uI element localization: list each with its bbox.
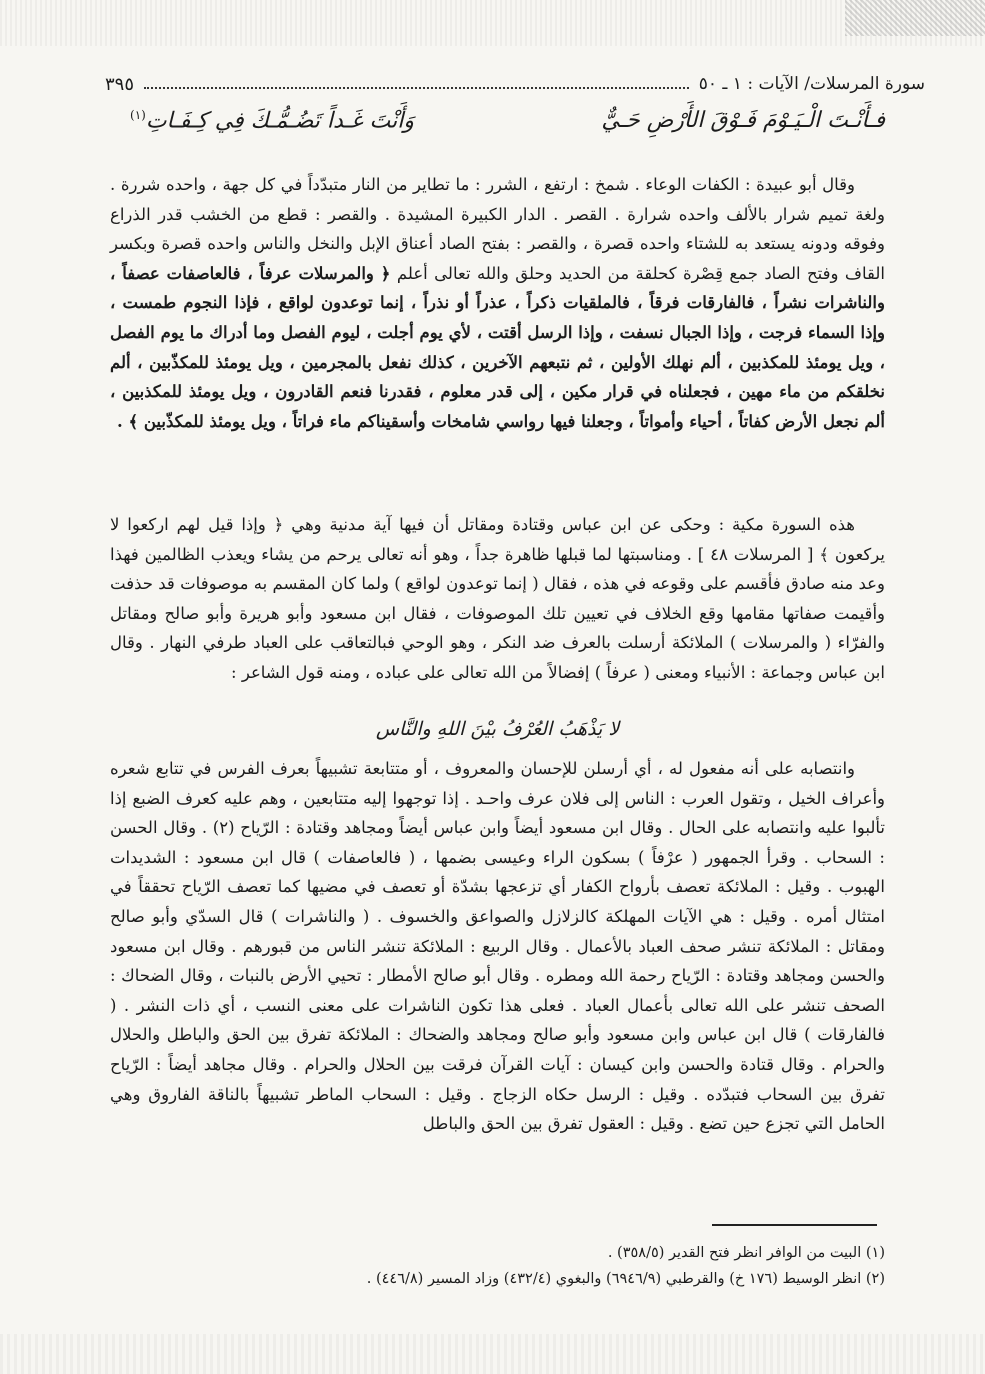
running-header [105, 70, 925, 98]
footnote-1: (١) البيت من الوافر انظر فتح القدير (٣٥٨/٥) . [607, 1245, 885, 1261]
footnote-2: (٢) انظر الوسيط (١٧٦ خ) والقرطبي (٦٩٤٦/٩) والبغوي (٤٣٢/٤) وزاد المسير (٤٤٦/٨) . [366, 1271, 885, 1287]
quran-passage: ﴿ والمرسلات عرفاً ، فالعاصفات عصفاً ، والناشرات نشراً ، فالفارقات فرقاً ، فالملقيات ذكراً ، عذراً أو نذراً ، إنما توعدون لواقع ، فإذا النجوم طمست ، وإذا السماء فرجت ، وإذا الجبال نسفت ، وإذا الرسل أقتت ، لأي يوم أجلت ، ليوم الفصل وما أدراك ما يوم الفصل ، ويل يومئذ للمكذبين ، ألم نهلك الأولين ، ثم نتبعهم الآخرين ، كذلك نفعل بالمجرمين ، ويل يومئذ للمكذّبين ، ألم نخلقكم من ماء مهين ، فجعلناه في قرار مكين ، إلى قدر معلوم ، فقدرنا فنعم القادرون ، ويل يومئذ للمكذبين ، ألم نجعل الأرض كفاتاً ، أحياء وأمواتاً ، وجعلنا فيها رواسي شامخات وأسقيناكم ماء فراتاً ، ويل يومئذ للمكذّبين ﴾ . [110, 263, 885, 431]
chapter-title: سورة المرسلات/ الآيات : ١ ـ ٥٠ [698, 74, 925, 94]
footnote-ref-1: (١) [130, 108, 146, 122]
verse-hemistich-1: فـأَنْـتَ الْـيَـوْمَ فَـوْقَ الأَرْضِ حَـيٌّ [601, 108, 885, 133]
header-leader-dots [144, 87, 689, 89]
verse-hemistich-2: وَأَنْتَ غَـداً تَضُـمُّـكَ فِي كِـفَـاتِ$^{(١)}$ [130, 108, 414, 134]
poem-line: لا يَذْهَبُ العُرْفُ بيْنَ اللهِ والنَّاس [375, 718, 620, 740]
main-text [110, 170, 885, 1139]
page-number: ٣٩٥ [105, 73, 135, 95]
paragraph-commentary: وانتصابه على أنه مفعول له ، أي أرسلن للإحسان والمعروف ، أو متتابعة تشبيهاً بعرف الفرس في تتابع شعره وأعراف الخيل ، وتقول العرب : الناس إلى فلان عرف واحـد . إذا توجهوا إليه متتابعين ، وهم عليه كعرف الضبع إذا تألبوا عليه وانتصابه على الحال . وقال ابن مسعود أيضاً وابن عباس أيضاً ومجاهد وقتادة : الرّياح (٢) . وقال الحسن : السحاب . وقرأ الجمهور ( عرْفاً ) بسكون الراء وعيسى بضمها ، ( فالعاصفات ) قال ابن مسعود : الشديدات الهبوب . وقيل : الملائكة تعصف بأرواح الكفار أي تزعجها بشدّة أو تعصف في مضيها كما تعصف الرّياح تحققاً في امتثال أمره . وقيل : هي الآيات المهلكة كالزلازل والصواعق والخسوف . ( والناشرات ) قال السدّي وأبو صالح ومقاتل : الملائكة تنشر صحف العباد بالأعمال . وقال الربيع : الملائكة تنشر الناس من قبورهم . وقال ابن مسعود والحسن ومجاهد وقتادة : الرّياح رحمة الله ومطره . وقال أبو صالح الأمطار : تحيي الأرض بالنبات ، وقال الضحاك : الصحف تنشر على الله تعالى بأعمال العباد . فعلى هذا تكون الناشرات على معنى النسب ، أي ذات النشر . ( فالفارقات ) قال ابن عباس وابن مسعود وأبو صالح ومجاهد والضحاك : الملائكة تفرق بين الحق والباطل والحلال والحرام . وقال قتادة والحسن وابن كيسان : آيات القرآن فرقت بين الحلال والحرام . وقال مجاهد أيضاً : الرّياح تفرق بين السحاب فتبدّده . وقيل : الرسل حكاه الزجاج . وقيل : السحاب الماطر تشبيهاً بالناقة الفاروق وهي الحامل التي تجزع حين تضع . وقيل : العقول تفرق بين الحق والباطل [110, 759, 885, 1134]
paragraph-vocabulary: وقال أبو عبيدة : الكفات الوعاء . شمخ : ارتفع ، الشرر : ما تطاير من النار متبدّداً في كل جهة ، واحده شررة . ولغة تميم شرار بالألف واحده شرارة . القصر . الدار الكبيرة المشيدة . والقصر : قطع من الخشب قدر الذراع وفوقه ودونه يستعد به للشتاء واحده قصرة ، والقصر : بفتح الصاد أعناق الإبل والنخل والناس واحده قصرة وبكسر القاف وفتح الصاد جمع قِصْرة كحلقة من الحديد وحلق والله تعالى أعلم ﴿ والمرسلات عرفاً ، فالعاصفات عصفاً ، والناشرات نشراً ، فالفارقات فرقاً ، فالملقيات ذكراً ، عذراً أو نذراً ، إنما توعدون لواقع ، فإذا النجوم طمست ، وإذا السماء فرجت ، وإذا الجبال نسفت ، وإذا الرسل أقتت ، لأي يوم أجلت ، ليوم الفصل وما أدراك ما يوم الفصل ، ويل يومئذ للمكذبين ، ألم نهلك الأولين ، ثم نتبعهم الآخرين ، كذلك نفعل بالمجرمين ، ويل يومئذ للمكذّبين ، ألم نخلقكم من ماء مهين ، فجعلناه في قرار مكين ، إلى قدر معلوم ، فقدرنا فنعم القادرون ، ويل يومئذ للمكذبين ، ألم نجعل الأرض كفاتاً ، أحياء وأمواتاً ، وجعلنا فيها رواسي شامخات وأسقيناكم ماء فراتاً ، ويل يومئذ للمكذّبين ﴾ . [110, 175, 886, 431]
footnotes [110, 1240, 885, 1292]
opening-verse [130, 108, 885, 133]
footnote-divider [712, 1224, 877, 1226]
scan-noise-bottom [0, 1334, 985, 1374]
scan-noise-corner [845, 0, 985, 36]
paragraph-introduction: هذه السورة مكية : وحكى عن ابن عباس وقتادة ومقاتل أن فيها آية مدنية وهي ﴿ وإذا قيل لهم اركعوا لا يركعون ﴾ [ المرسلات ٤٨ ] . ومناسبتها لما قبلها ظاهرة جداً ، وهو أنه تعالى يرحم من يشاء ويعذب الظالمين فهذا وعد منه صادق فأقسم على وقوعه في هذه ، فقال ( إنما توعدون لواقع ) ولما كان المقسم به موصوفات قد حذفت وأقيمت صفاتها مقامها وقع الخلاف في تعيين تلك الموصوفات ، فقال ابن مسعود وأبو هريرة وأبو صالح ومقاتل والفرّاء ( والمرسلات ) الملائكة أرسلت بالعرف ضد النكر ، وهو الوحي فبالتعاقب على العباد طرفي النهار . وقال ابن عباس وجماعة : الأنبياء ومعنى ( عرفاً ) إفضالاً من الله تعالى على عباده ، ومنه قول الشاعر : [110, 515, 885, 682]
scan-noise-top [0, 0, 985, 46]
